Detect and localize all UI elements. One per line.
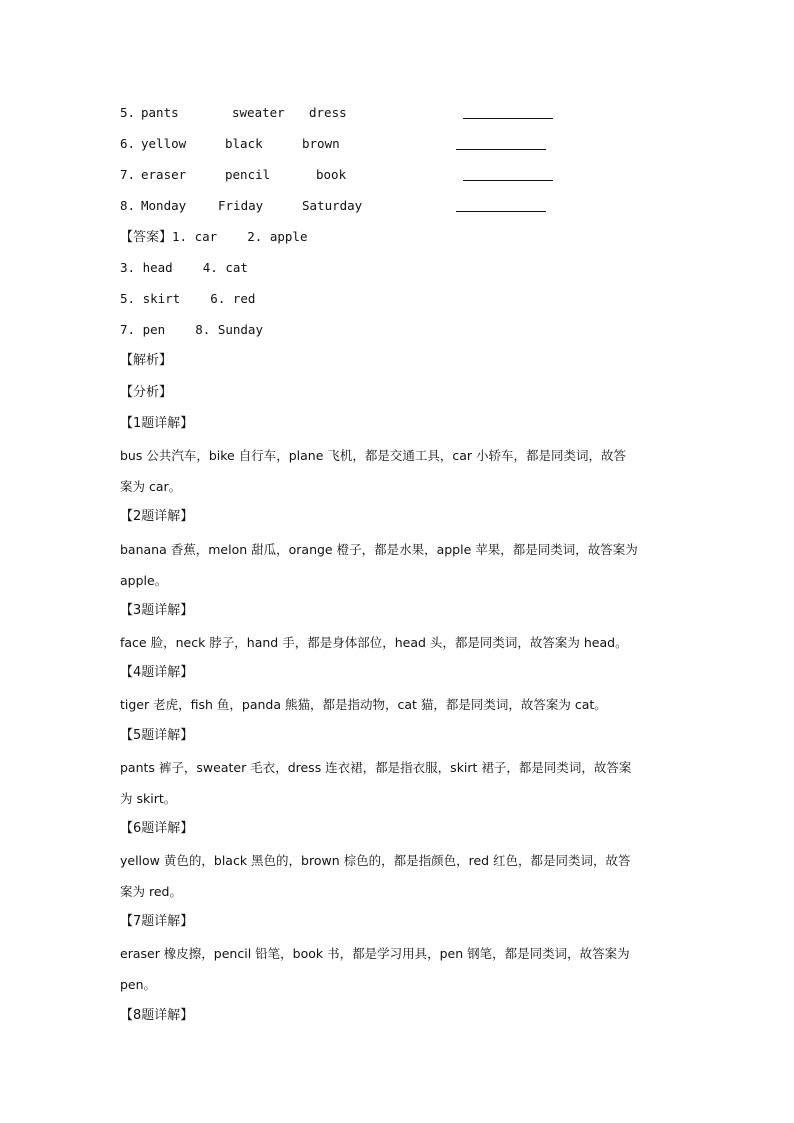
word-1: yellow bbox=[141, 136, 187, 151]
question-number: 5. bbox=[120, 105, 136, 120]
word-2: sweater bbox=[232, 105, 285, 120]
detail-text-6a: yellow 黄色的，black 黑色的，brown 棕色的，都是指颜色，red 红色，都是同类词，故答 bbox=[120, 853, 631, 868]
detail-text-7a: eraser 橡皮擦，pencil 铅笔，book 书，都是学习用具，pen 钢笔，都是同类词，故答案为 bbox=[120, 946, 630, 961]
word-1: eraser bbox=[141, 167, 187, 182]
word-2: Friday bbox=[218, 198, 264, 213]
detail-text-2b: apple。 bbox=[120, 573, 168, 588]
answer-blank bbox=[463, 180, 553, 181]
detail-text-6b: 案为 red。 bbox=[120, 884, 182, 899]
word-3: dress bbox=[309, 105, 347, 120]
fenxi-label: 【分析】 bbox=[120, 385, 173, 400]
answer-label: 【答案】 bbox=[120, 230, 173, 245]
word-1: pants bbox=[141, 105, 179, 120]
detail-text-7b: pen。 bbox=[120, 977, 157, 992]
detail-text-1b: 案为 car。 bbox=[120, 479, 182, 494]
detail-text-5b: 为 skirt。 bbox=[120, 791, 177, 806]
word-3: book bbox=[316, 167, 347, 182]
detail-heading-1: 【1题详解】 bbox=[120, 416, 194, 431]
detail-text-2a: banana 香蕉，melon 甜瓜，orange 橙子，都是水果，apple 苹果，都是同类词，故答案为 bbox=[120, 542, 638, 557]
detail-heading-4: 【4题详解】 bbox=[120, 665, 194, 680]
question-number: 7. bbox=[120, 167, 136, 182]
answer-text: 1. car 2. apple bbox=[172, 229, 308, 244]
word-2: black bbox=[225, 136, 263, 151]
question-number: 8. bbox=[120, 198, 136, 213]
detail-heading-3: 【3题详解】 bbox=[120, 603, 194, 618]
answer-line-2: 3. head 4. cat bbox=[120, 260, 248, 275]
word-1: Monday bbox=[141, 198, 187, 213]
answer-line-3: 5. skirt 6. red bbox=[120, 291, 256, 306]
detail-heading-2: 【2题详解】 bbox=[120, 509, 194, 524]
answer-blank bbox=[463, 118, 553, 119]
detail-heading-7: 【7题详解】 bbox=[120, 914, 194, 929]
analysis-label: 【解析】 bbox=[120, 353, 173, 368]
word-3: Saturday bbox=[302, 198, 363, 213]
detail-text-5a: pants 裤子，sweater 毛衣，dress 连衣裙，都是指衣服，skirt 裙子，都是同类词，故答案 bbox=[120, 760, 632, 775]
detail-text-4a: tiger 老虎，fish 鱼，panda 熊猫，都是指动物，cat 猫，都是同类词，故答案为 cat。 bbox=[120, 697, 607, 712]
answer-line-1 bbox=[120, 228, 307, 247]
question-number: 6. bbox=[120, 136, 136, 151]
answer-blank bbox=[456, 211, 546, 212]
word-3: brown bbox=[302, 136, 340, 151]
detail-heading-5: 【5题详解】 bbox=[120, 728, 194, 743]
detail-text-1a: bus 公共汽车，bike 自行车，plane 飞机，都是交通工具，car 小轿车，都是同类词，故答 bbox=[120, 448, 627, 463]
answer-line-4: 7. pen 8. Sunday bbox=[120, 322, 263, 337]
detail-heading-6: 【6题详解】 bbox=[120, 821, 194, 836]
detail-text-3a: face 脸，neck 脖子，hand 手，都是身体部位，head 头，都是同类词，故答案为 head。 bbox=[120, 635, 628, 650]
word-2: pencil bbox=[225, 167, 271, 182]
answer-blank bbox=[456, 149, 546, 150]
detail-heading-8: 【8题详解】 bbox=[120, 1008, 194, 1023]
